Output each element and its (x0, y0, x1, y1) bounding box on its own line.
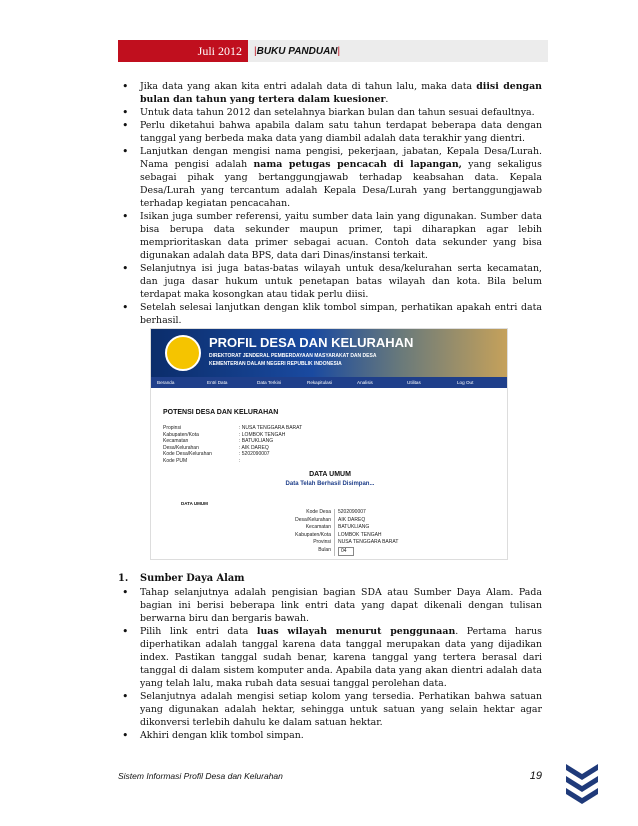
header-bracket-open: | (254, 45, 257, 57)
save-success-message: Data Telah Berhasil Disimpan... (285, 481, 375, 487)
location-info (163, 425, 302, 464)
form-row: Kecamatan BATUKLIANG (305, 524, 370, 530)
app-banner (151, 329, 508, 377)
header-date: Juli 2012 (118, 40, 248, 62)
nav-log-out: Log Out (457, 380, 474, 385)
bullet-item: • Setelah selesai lanjutkan dengan klik tombol simpan, perhatikan apakah entri data berhasil. (118, 301, 542, 327)
top-content (118, 80, 542, 327)
nav-beranda: Beranda (157, 380, 175, 385)
bulan-field: 04 (338, 547, 354, 557)
nav-data-terkini: Data Terkini (257, 380, 282, 385)
bullet-item: • Perlu diketahui bahwa apabila dalam satu tahun terdapat beberapa data dengan tanggal yang berbeda maka data yang diambil adalah data terakhir yang dientri. (118, 119, 542, 145)
potensi-title: POTENSI DESA DAN KELURAHAN (163, 409, 279, 416)
bullet-item: • Untuk data tahun 2012 dan setelahnya biarkan bulan dan tahun sesuai defaultnya. (118, 106, 542, 119)
info-row: Kabupaten/Kota : LOMBOK TENGAH (163, 431, 286, 438)
page-footer (118, 771, 542, 785)
form-row: Kode Desa 5202090007 (306, 509, 366, 515)
data-umum-title: DATA UMUM (309, 471, 351, 478)
banner-title: PROFIL DESA DAN KELURAHAN (209, 335, 414, 350)
footer-title: Sistem Informasi Profil Desa dan Kelurahan (118, 771, 283, 781)
bullet-item: • Jika data yang akan kita entri adalah data di tahun lalu, maka data diisi dengan bulan dan tahun yang tertera dalam kuesioner. (118, 80, 542, 106)
form-row: Desa/Kelurahan AIK DAREQ (295, 516, 366, 523)
nav-entri-data: Entri Data (207, 380, 228, 385)
emblem-icon (165, 335, 201, 371)
banner-line-1: DIREKTORAT JENDERAL PEMBERDAYAAN MASYARAKAT DAN DESA (209, 353, 377, 359)
bullet-item: • Selanjutnya adalah mengisi setiap kolom yang tersedia. Perhatikan bahwa satuan yang digunakan adalah hektar, sehingga untuk satuan yang selain hektar agar dikonversi terlebih dahulu ke dalam satuan hektar. (118, 690, 542, 729)
info-row: Kode Desa/Kelurahan : 5202090007 (163, 451, 270, 457)
bullet-item: • Isikan juga sumber referensi, yaitu sumber data lain yang digunakan. Sumber data bisa berupa data sekunder maupun primer, tapi diharapkan agar lebih memprioritaskan data primer sebagai acuan. Contoh data sekunder yang bisa digunakan adalah data BPS, data dari Dinas/instansi terkait. (118, 210, 542, 262)
header-bracket-close: | (337, 45, 341, 57)
data-umum-subtitle: DATA UMUM (181, 501, 208, 506)
nav-analisis: Analisis (357, 380, 373, 385)
data-umum-form (261, 509, 398, 556)
bullet-list-top (118, 80, 542, 327)
chevron-down-icon (562, 760, 602, 810)
nav-utilitas: Utilitas (407, 380, 421, 385)
header-guide-title: BUKU PANDUAN (256, 45, 338, 57)
bullet-item: • Tahap selanjutnya adalah pengisian bagian SDA atau Sumber Daya Alam. Pada bagian ini berisi beberapa link entri data yang dapat dikenali dengan tulisan berwarna biru dan bergaris bawah. (118, 586, 542, 625)
nav-rekapitulasi: Rekapitulasi (307, 380, 333, 385)
page-number: 19 (529, 770, 542, 782)
info-row: Propinsi : NUSA TENGGARA BARAT (163, 425, 303, 431)
banner-line-2: KEMENTERIAN DALAM NEGERI REPUBLIK INDONESIA (209, 361, 342, 367)
bullet-item: • Lanjutkan dengan mengisi nama pengisi, pekerjaan, jabatan, Kepala Desa/Lurah. Nama pengisi adalah nama petugas pencacah di lapangan, yang sekaligus sebagai pihak yang bertanggungjawab terhadap keabsahan data. Kepala Desa/Lurah yang tercantum adalah Kepala Desa/Lurah yang bertanggungjawab terhadap kegiatan pencacahan. (118, 145, 542, 210)
form-row: Kabupaten/Kota LOMBOK TENGAH (295, 531, 382, 538)
section-heading: 1. Sumber Daya Alam (118, 573, 245, 584)
bullet-list-bottom (118, 586, 542, 742)
info-row: Kecamatan : BATUKLIANG (163, 438, 274, 444)
page-header (118, 40, 548, 62)
bullet-item: • Akhiri dengan klik tombol simpan. (118, 729, 542, 742)
form-row: Bulan 04 (261, 547, 398, 557)
section-sda (118, 572, 542, 742)
app-nav (151, 377, 508, 388)
bullet-item: • Pilih link entri data luas wilayah menurut penggunaan. Pertama harus diperhatikan adalah tanggal karena data tanggal merupakan data yang dijadikan index. Pastikan tanggal sudah benar, karena tanggal yang tertera berasal dari tanggal di dalam sistem komputer anda. Apabila data yang akan dientri adalah data yang telah lalu, maka rubah data sesuai tanggal perolehan data. (118, 625, 542, 690)
header-title-box (248, 40, 548, 62)
info-row: Kode PUM : (163, 457, 241, 464)
embedded-screenshot (150, 328, 508, 560)
info-row: Desa/Kelurahan : AIK DAREQ (163, 444, 269, 451)
bullet-item: • Selanjutnya isi juga batas-batas wilayah untuk desa/kelurahan serta kecamatan, dan juga dasar hukum untuk penetapan batas wilayah dan kota. Bila belum terdapat maka kosongkan atau tidak perlu diisi. (118, 262, 542, 301)
form-row: Provinsi NUSA TENGGARA BARAT (313, 539, 399, 545)
